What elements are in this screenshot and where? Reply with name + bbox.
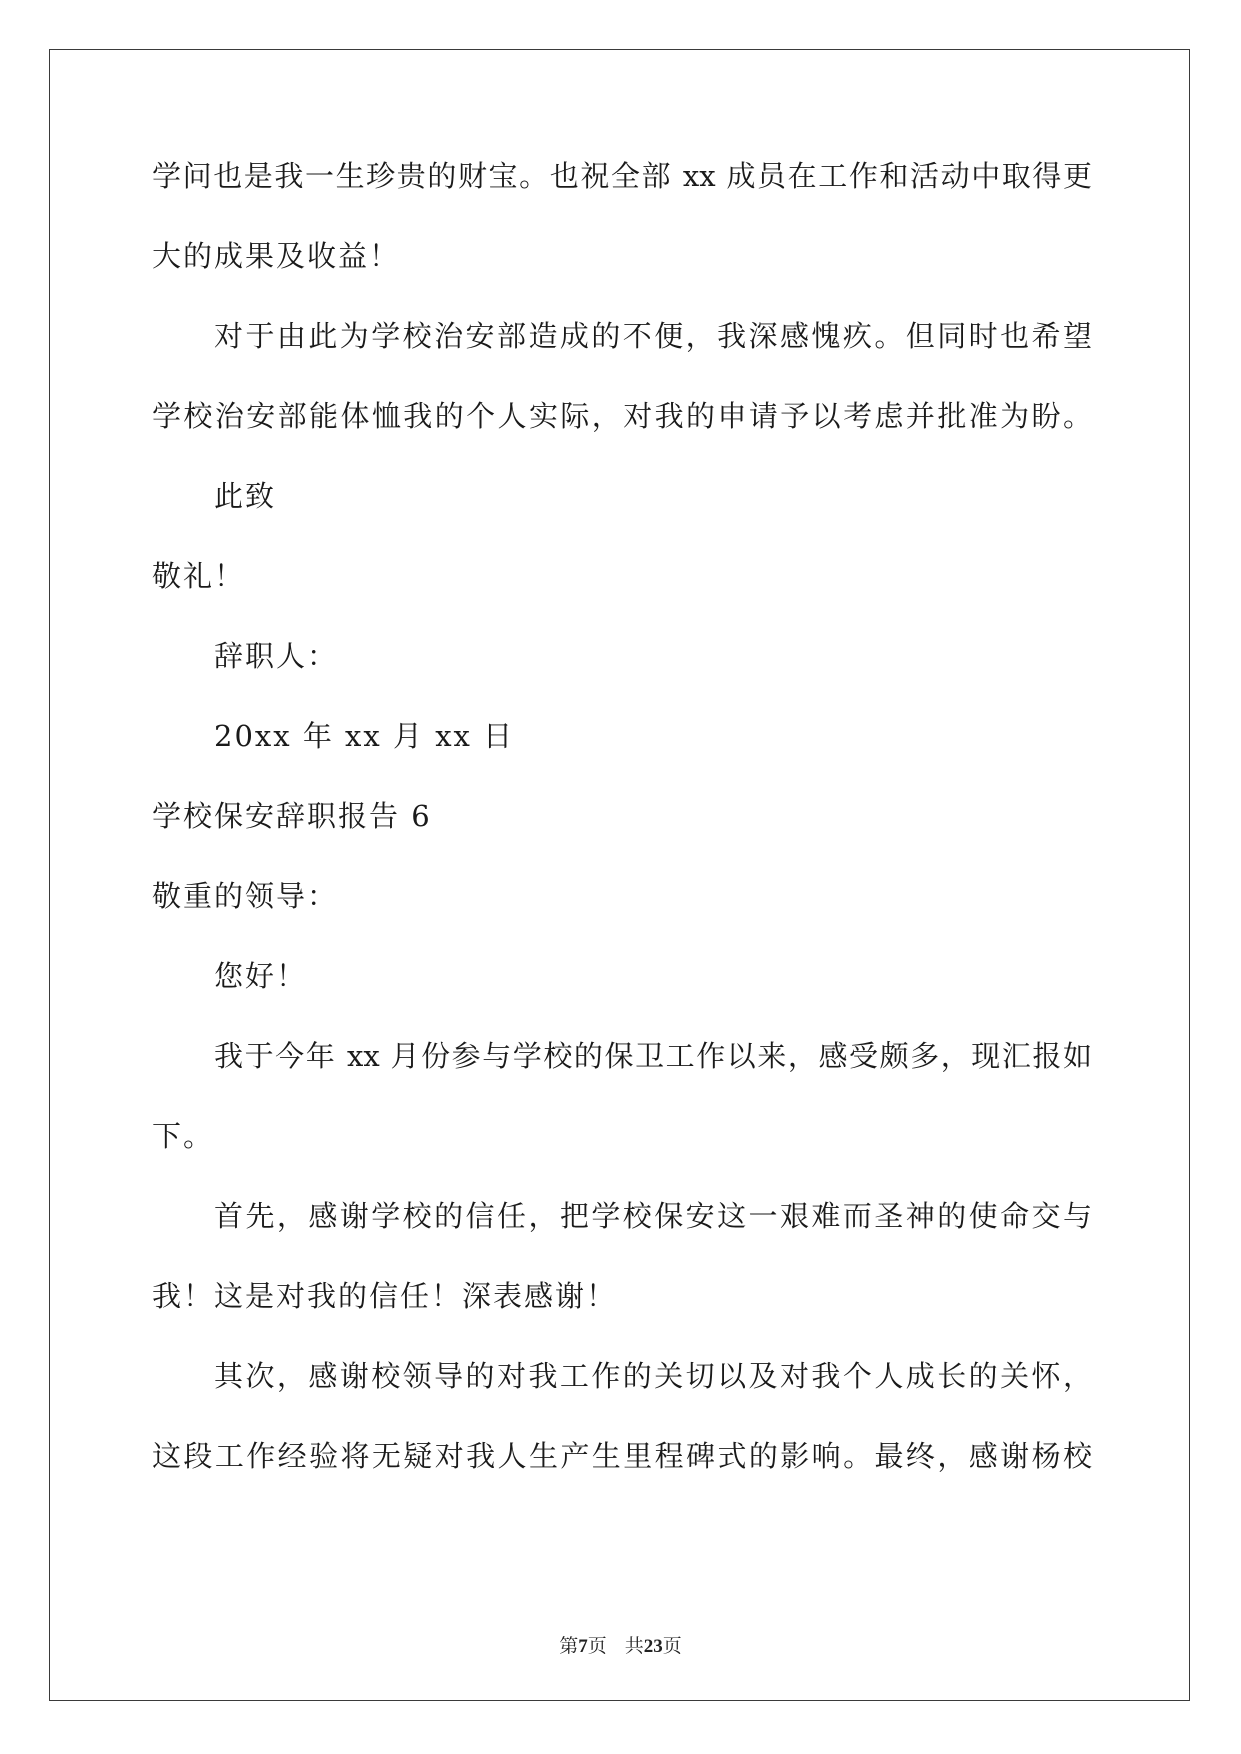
paragraph-line: 大的成果及收益！ — [152, 239, 401, 273]
page-footer — [0, 1634, 1241, 1659]
footer-total-unit: 页 — [662, 1635, 682, 1657]
footer-prefix: 第 — [559, 1635, 579, 1657]
paragraph-line: 学问也是我一生珍贵的财宝。也祝全部 xx 成员在工作和活动中取得更 — [152, 159, 1092, 193]
paragraph-line: 我于今年 xx 月份参与学校的保卫工作以来，感受颇多，现汇报如 — [214, 1039, 1092, 1073]
total-pages-number: 23 — [643, 1636, 663, 1657]
paragraph-line: 学校治安部能体恤我的个人实际，对我的申请予以考虑并批准为盼。 — [152, 399, 1092, 433]
greeting-line: 敬重的领导： — [152, 879, 339, 913]
greeting-hello: 您好！ — [214, 959, 308, 993]
paragraph-line: 这段工作经验将无疑对我人生产生里程碑式的影响。最终，感谢杨校 — [152, 1439, 1092, 1473]
date-line: 20xx 年 xx 月 xx 日 — [214, 719, 515, 753]
closing-salutation: 此致 — [214, 479, 277, 513]
current-page-number: 7 — [578, 1636, 588, 1657]
paragraph-line: 其次，感谢校领导的对我工作的关切以及对我个人成长的关怀， — [214, 1359, 1092, 1393]
paragraph-line: 我！这是对我的信任！深表感谢！ — [152, 1279, 618, 1313]
section-title: 学校保安辞职报告 6 — [152, 799, 432, 833]
closing-regards: 敬礼！ — [152, 559, 246, 593]
paragraph-line: 对于由此为学校治安部造成的不便，我深感愧疚。但同时也希望 — [214, 319, 1092, 353]
footer-page-unit: 页 — [587, 1635, 607, 1657]
signature-label: 辞职人： — [214, 639, 339, 673]
paragraph-line: 下。 — [152, 1119, 215, 1153]
paragraph-line: 首先，感谢学校的信任，把学校保安这一艰难而圣神的使命交与 — [214, 1199, 1092, 1233]
footer-total-prefix: 共 — [624, 1635, 644, 1657]
